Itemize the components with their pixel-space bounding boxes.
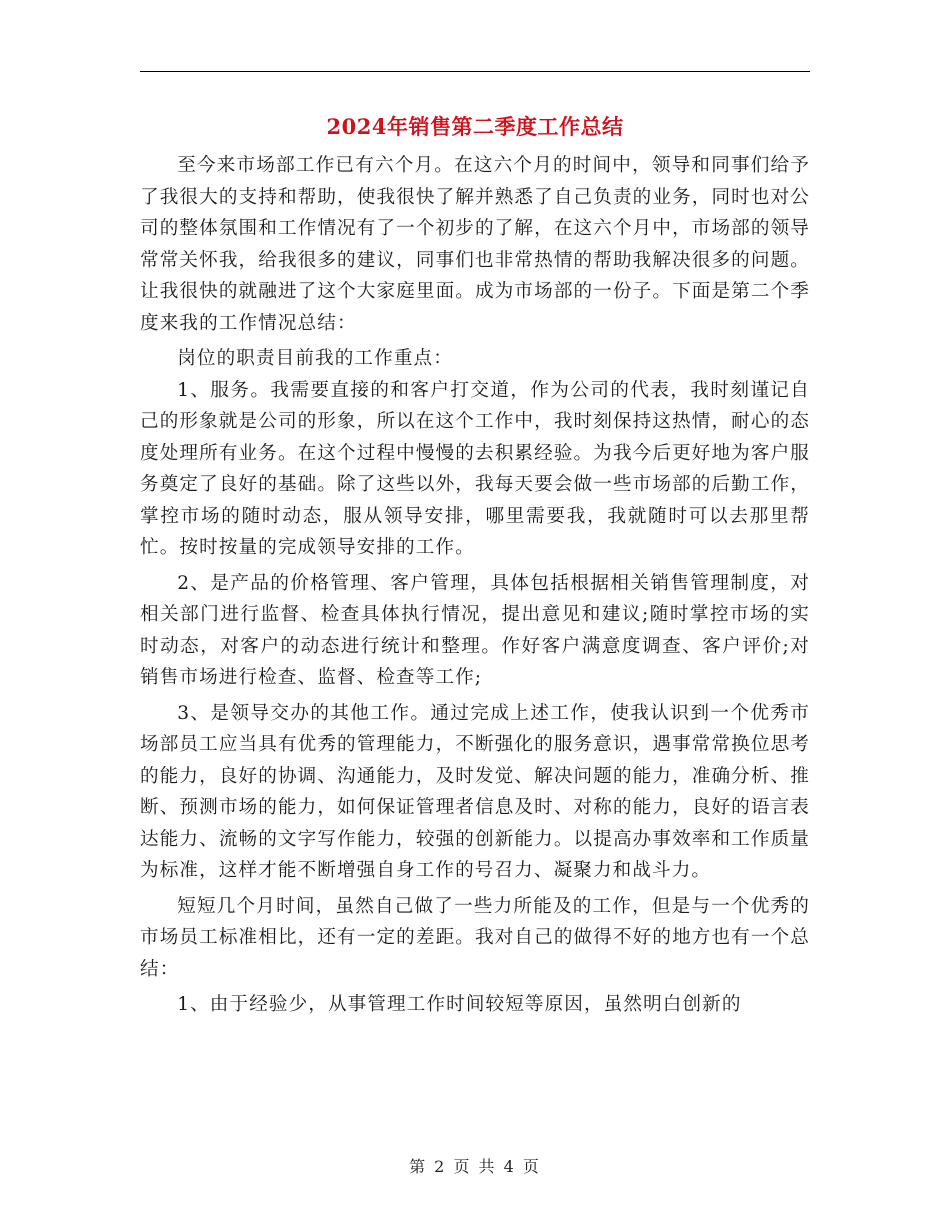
paragraph-duty-1: 1、服务。我需要直接的和客户打交道，作为公司的代表，我时刻谨记自己的形象就是公司的形象，所以在这个工作中，我时刻保持这热情，耐心的态度处理所有业务。在这个过程中慢慢的去积累经验。为我今后更好地为客户服务奠定了良好的基础。除了这些以外，我每天要会做一些市场部的后勤工作，掌控市场的随时动态，服从领导安排，哪里需要我，我就随时可以去那里帮忙。按时按量的完成领导安排的工作。	[140, 379, 810, 558]
page-number-footer: 第 2 页 共 4 页	[409, 1157, 541, 1176]
document-title: 2024年销售第二季度工作总结	[326, 114, 624, 139]
paragraph-duties-heading: 岗位的职责目前我的工作重点：	[177, 348, 453, 369]
header-rule	[140, 71, 810, 72]
paragraph-duty-3: 3、是领导交办的其他工作。通过完成上述工作，使我认识到一个优秀市场部员工应当具有优秀的管理能力，不断强化的服务意识，遇事常常换位思考的能力，良好的协调、沟通能力，及时发觉、解决问题的能力，准确分析、推断、预测市场的能力，如何保证管理者信息及时、对称的能力，良好的语言表达能力、流畅的文字写作能力，较强的创新能力。以提高办事效率和工作质量为标准，这样才能不断增强自身工作的号召力、凝聚力和战斗力。	[140, 702, 810, 881]
paragraph-shortcomings: 短短几个月时间，虽然自己做了一些力所能及的工作，但是与一个优秀的市场员工标准相比，还有一定的差距。我对自己的做得不好的地方也有一个总结：	[140, 895, 810, 980]
paragraph-shortcoming-1: 1、由于经验少，从事管理工作时间较短等原因，虽然明白创新的	[177, 994, 742, 1015]
paragraph-intro: 至今来市场部工作已有六个月。在这六个月的时间中，领导和同事们给予了我很大的支持和帮助，使我很快了解并熟悉了自己负责的业务，同时也对公司的整体氛围和工作情况有了一个初步的了解，在这六个月中，市场部的领导常常关怀我，给我很多的建议，同事们也非常热情的帮助我解决很多的问题。让我很快的就融进了这个大家庭里面。成为市场部的一份子。下面是第二个季度来我的工作情况总结：	[140, 155, 810, 334]
paragraph-duty-2: 2、是产品的价格管理、客户管理，具体包括根据相关销售管理制度，对相关部门进行监督、检查具体执行情况，提出意见和建议;随时掌控市场的实时动态，对客户的动态进行统计和整理。作好客户满意度调查、客户评价;对销售市场进行检查、监督、检查等工作;	[140, 572, 810, 688]
document-body	[140, 150, 810, 1021]
